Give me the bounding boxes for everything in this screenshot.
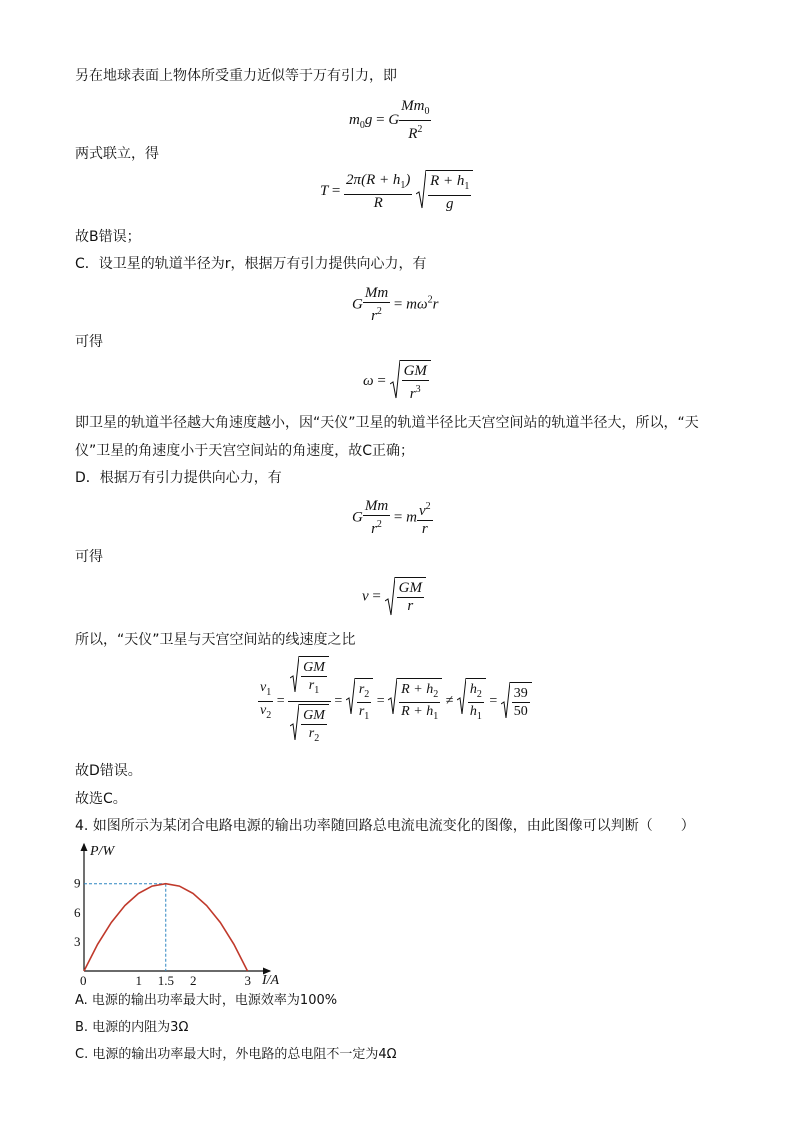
- power-curve: [84, 884, 248, 971]
- text-line: 即卫星的轨道半径越大角速度越小，因“天仪”卫星的轨道半径比天宫空间站的轨道半径大，所以，“天: [75, 415, 699, 431]
- equation-velocity: v = $\frac{GM}{r}$: [362, 577, 426, 617]
- text-line: C．设卫星的轨道半径为r，根据万有引力提供向心力，有: [75, 256, 427, 272]
- equation-velocity-ratio: $\frac{v_1}{v_2}$ = $\frac{\frac{GM}{r_1}}{\frac{GM}{r_2}}$ = $\frac{r_2}{r_1}$ = $\frac{R + h_2}{R + h_1}$ ≠ $\frac{h_2}{h_1}$ = $\frac{39}{50}$: [258, 656, 532, 747]
- text-line: 所以，“天仪”卫星与天宫空间站的线速度之比: [75, 632, 356, 648]
- power-current-chart: [70, 838, 290, 988]
- equation-gravity-surface: $m_0g = G$ $\frac{Mm_0}{R^2}$: [349, 98, 430, 142]
- text-line: D．根据万有引力提供向心力，有: [75, 470, 282, 486]
- x-tick-label: 0: [80, 973, 87, 988]
- equation-omega: ω = $\frac{GM}{r^3}$: [363, 360, 431, 403]
- option-c[interactable]: C. 电源的输出功率最大时，外电路的总电阻不一定为4Ω: [75, 1047, 397, 1062]
- text-line: 仪”卫星的角速度小于天宫空间站的角速度，故C正确；: [75, 443, 415, 459]
- text-line: 故D错误。: [75, 763, 142, 779]
- y-tick-label: 9: [74, 875, 81, 891]
- x-axis-label: I/A: [262, 973, 280, 988]
- y-axis-label: P/W: [90, 844, 115, 859]
- x-tick-label: 3: [244, 973, 251, 988]
- option-a[interactable]: A. 电源的输出功率最大时，电源效率为100%: [75, 993, 338, 1008]
- text-line: 可得: [75, 549, 103, 565]
- text-line: 故B错误；: [75, 229, 141, 245]
- equation-centripetal-velocity: G $\frac{Mm}{r^2}$ = m $\frac{v^2}{r}$: [352, 498, 431, 537]
- y-tick-label: 6: [74, 904, 81, 920]
- text-line: 两式联立，得: [75, 146, 159, 162]
- equation-centripetal-omega: G $\frac{Mm}{r^2}$ = $m\omega^2r$: [352, 285, 439, 324]
- x-tick-label: 2: [190, 973, 197, 988]
- text-line: 故选C。: [75, 791, 127, 807]
- x-tick-label: 1.5: [157, 973, 174, 988]
- y-tick-label: 3: [74, 933, 81, 949]
- text-line: 可得: [75, 334, 103, 350]
- equation-period: T = $\frac{2\pi(R + h_1)}{R}$ $\frac{R + h_1}{g}$: [320, 170, 473, 213]
- x-tick-label: 1: [135, 973, 142, 988]
- text-line: 另在地球表面上物体所受重力近似等于万有引力，即: [75, 68, 397, 84]
- option-b[interactable]: B. 电源的内阻为3Ω: [75, 1020, 189, 1035]
- question-4-stem: 4. 如图所示为某闭合电路电源的输出功率随回路总电流电流变化的图像，由此图像可以判断（ ）: [75, 818, 695, 834]
